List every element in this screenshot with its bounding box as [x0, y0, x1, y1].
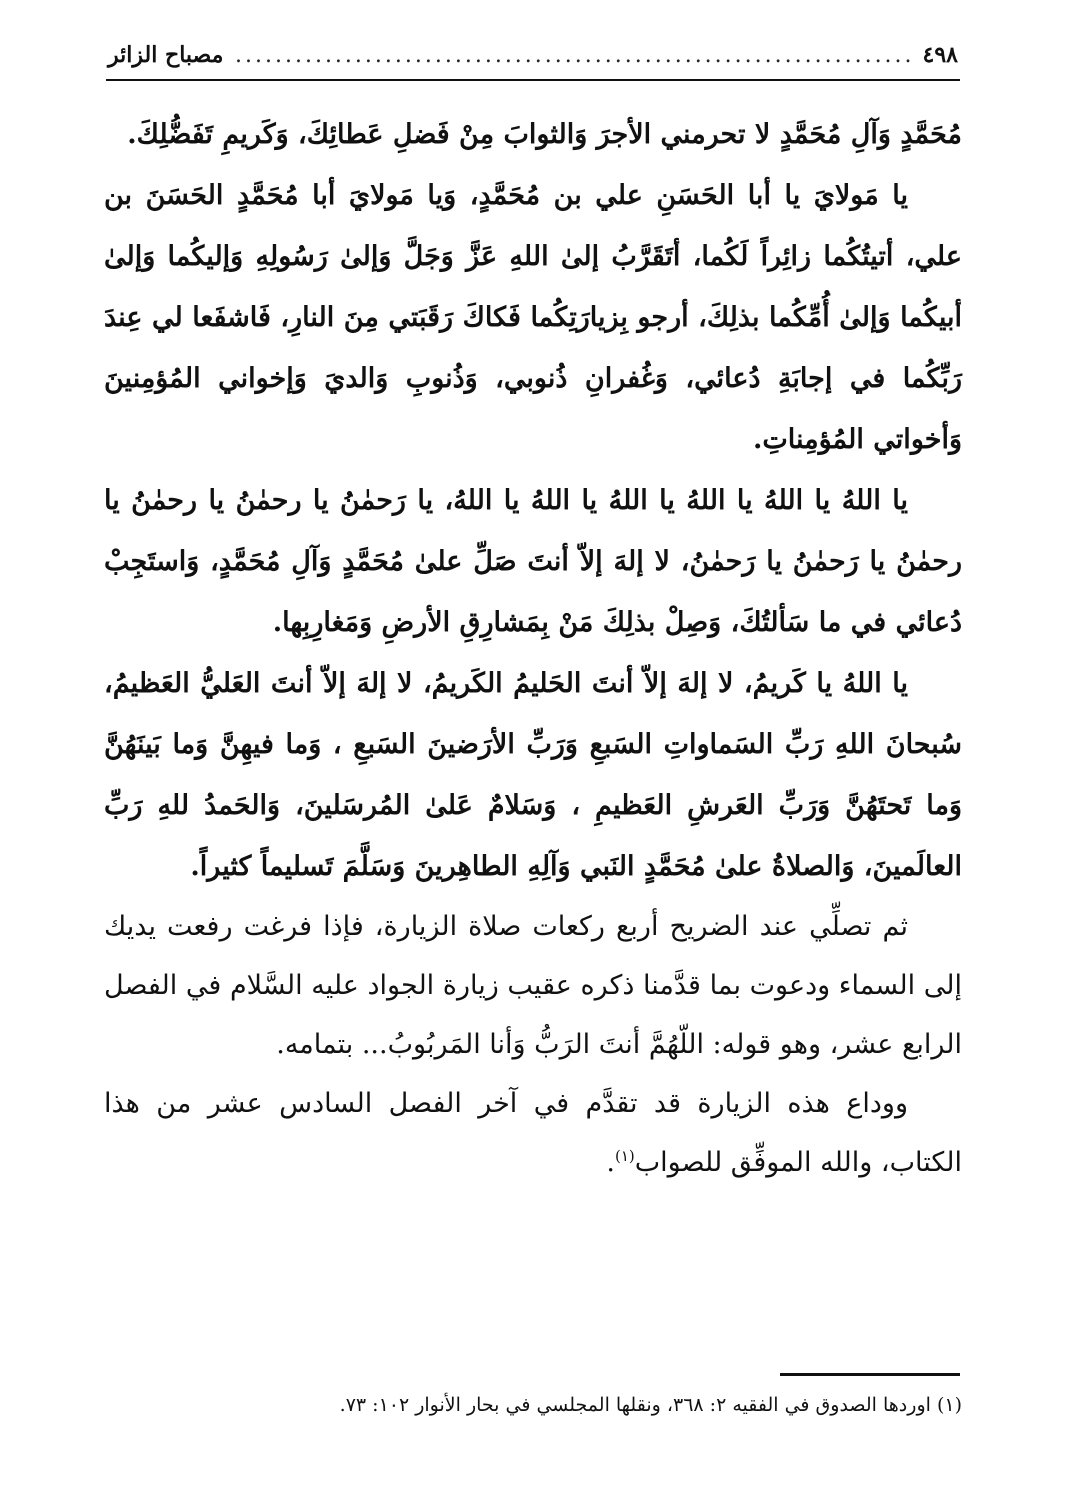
- footnote-marker: (١): [614, 1147, 635, 1165]
- prayer-paragraph-1: مُحَمَّدٍ وَآلِ مُحَمَّدٍ لا تحرمني الأجرَ وَالثوابَ مِنْ فَضلِ عَطائِكَ، وَكَريمِ تَفَضُّلِكَ.: [127, 119, 962, 150]
- prayer-paragraph-4: يا اللهُ يا كَريمُ، لا إلهَ إلاّ أنتَ الحَليمُ الكَريمُ، لا إلهَ إلاّ أنتَ العَليُّ العَظيمُ، سُبحانَ اللهِ رَبِّ السَماواتِ السَبعِ وَرَبِّ الأرَضينَ السَبعِ ، وَما فيهِنَّ وَما بَينَهُنَّ وَما تَحتَهُنَّ وَرَبِّ العَرشِ العَظيمِ ، وَسَلامٌ عَلىٰ المُرسَلينَ، وَالحَمدُ للهِ رَبِّ العالَمينَ، وَالصلاةُ علىٰ مُحَمَّدٍ النَبي وَآلِهِ الطاهِرينَ وَسَلَّمَ تَسليماً كثيراً.: [104, 668, 962, 882]
- instruction-paragraph-2: [104, 1074, 962, 1192]
- prayer-paragraph-2: يا مَولايَ يا أبا الحَسَنِ علي بن مُحَمَّدٍ، وَيا مَولايَ أبا مُحَمَّدٍ الحَسَنَ بن علي، أتيتُكُما زائِراً لَكُما، أتَقَرَّبُ إلىٰ اللهِ عَزَّ وَجَلَّ وَإلىٰ رَسُولِهِ وَإليكُما وَإلىٰ أبيكُما وَإلىٰ أُمِّكُما بذلِكَ، أرجو بِزيارَتِكُما فَكاكَ رَقَبَتي مِنَ النارِ، فَاشفَعا لي عِندَ رَبِّكُما في إجابَةِ دُعائي، وَغُفرانِ ذُنوبي، وَذُنوبِ وَالديَ وَإخواني المُؤمِنينَ وَأخواتي المُؤمِناتِ.: [104, 180, 962, 455]
- footnote-rule: [780, 1373, 960, 1376]
- instruction-paragraph-2-text: ووداع هذه الزيارة قد تقدَّم في آخر الفصل السادس عشر من هذا الكتاب، والله الموفِّق للصواب: [104, 1088, 962, 1178]
- page-number: ٤٩٨: [922, 42, 958, 68]
- footnote: (١) اوردها الصدوق في الفقيه ٢: ٣٦٨، ونقلها المجلسي في بحار الأنوار ١٠٢: ٧٣.: [339, 1394, 962, 1416]
- leader-dots: [231, 41, 914, 71]
- instruction-paragraph-1: ثم تصلِّي عند الضريح أربع ركعات صلاة الزيارة، فإذا فرغت رفعت يديك إلى السماء ودعوت بما قدَّمنا ذكره عقيب زيارة الجواد عليه السَّلام في الفصل الرابع عشر، وهو قوله: اللّهُمَّ أنتَ الرَبُّ وَأنا المَربُوبُ... بتمامه.: [104, 911, 962, 1060]
- final-period: .: [606, 1147, 615, 1178]
- book-title: مصباح الزائر: [108, 42, 224, 68]
- prayer-paragraph-3: يا اللهُ يا اللهُ يا اللهُ يا اللهُ يا اللهُ يا اللهُ، يا رَحمٰنُ يا رحمٰنُ يا رحمٰنُ يا رحمٰنُ يا رَحمٰنُ يا رَحمٰنُ، لا إلهَ إلاّ أنتَ صَلِّ علىٰ مُحَمَّدٍ وَآلِ مُحَمَّدٍ، وَاستَجِبْ دُعائي في ما سَألتُكَ، وَصِلْ بذلِكَ مَنْ بِمَشارِقِ الأرضِ وَمَغارِبِها.: [104, 485, 962, 638]
- running-header: [108, 40, 958, 71]
- header-rule: [106, 79, 960, 81]
- main-text: [104, 104, 962, 1192]
